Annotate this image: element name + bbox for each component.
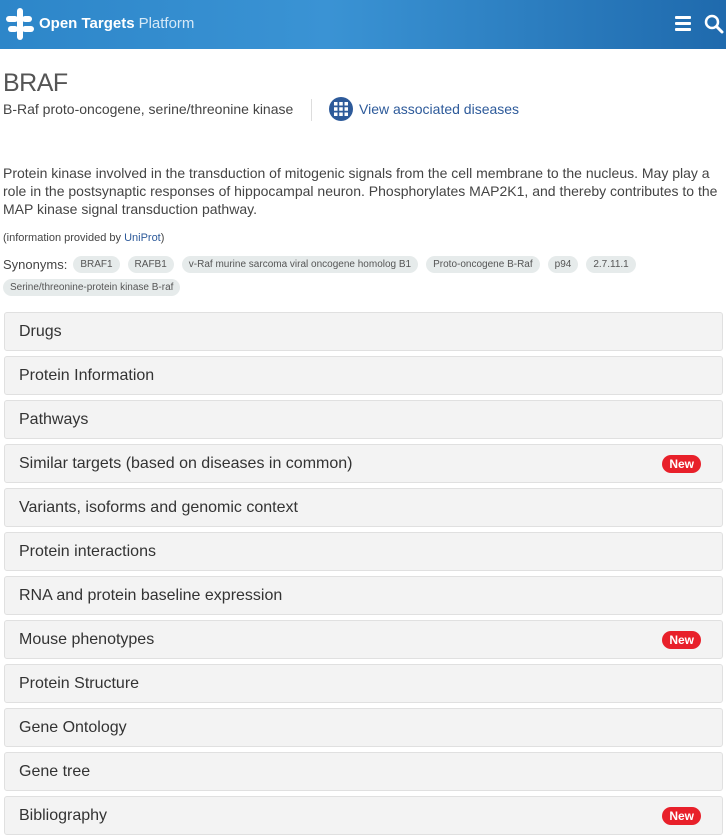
uniprot-link[interactable]: UniProt <box>124 232 161 244</box>
synonym-chip: v-Raf murine sarcoma viral oncogene homolog B1 <box>182 256 418 273</box>
section-mouse-phenotypes[interactable] <box>4 620 723 659</box>
source-prefix: (information provided by <box>3 232 125 244</box>
synonym-chip: p94 <box>548 256 579 273</box>
synonym-chip: BRAF1 <box>73 256 119 273</box>
page-title: BRAF <box>3 69 68 97</box>
section-label: Protein interactions <box>19 542 156 560</box>
section-protein-interactions[interactable] <box>4 532 723 571</box>
section-label: Variants, isoforms and genomic context <box>19 498 298 516</box>
brand-name[interactable] <box>39 15 194 32</box>
target-description: Protein kinase involved in the transduction of mitogenic signals from the cell membrane to the nucleus. May play a role in the postsynaptic responses of hippocampal neuron. Phosphorylates MAP2K1, and thereby contributes to the MAP kinase signal transduction pathway. <box>3 165 718 217</box>
new-badge: New <box>662 807 701 825</box>
section-pathways[interactable] <box>4 400 723 439</box>
section-label: Protein Structure <box>19 674 140 692</box>
synonym-chip: 2.7.11.1 <box>586 256 635 273</box>
section-label: Bibliography <box>19 806 108 824</box>
section-label: Drugs <box>19 322 62 340</box>
open-targets-logo-icon[interactable] <box>4 8 36 40</box>
new-badge: New <box>662 455 701 473</box>
search-icon[interactable] <box>704 14 724 34</box>
section-label: Protein Information <box>19 366 155 384</box>
section-label: Pathways <box>19 410 89 428</box>
source-suffix: ) <box>160 232 165 244</box>
synonym-chip: Proto-oncogene B-Raf <box>426 256 540 273</box>
section-protein-information[interactable] <box>4 356 723 395</box>
new-badge: New <box>662 631 701 649</box>
section-baseline-expression[interactable] <box>4 576 723 615</box>
target-full-name: B-Raf proto-oncogene, serine/threonine kinase <box>3 101 294 117</box>
section-label: RNA and protein baseline expression <box>19 586 283 604</box>
hamburger-icon[interactable] <box>675 16 691 32</box>
section-variants[interactable] <box>4 488 723 527</box>
synonyms-list <box>3 256 723 296</box>
section-label: Similar targets (based on diseases in common) <box>19 454 353 472</box>
top-navbar <box>0 0 726 49</box>
section-bibliography[interactable] <box>4 796 723 835</box>
synonym-chip: RAFB1 <box>128 256 174 273</box>
view-associated-diseases-label: View associated diseases <box>359 101 520 117</box>
brand-sub: Platform <box>138 15 195 32</box>
section-label: Gene tree <box>19 762 91 780</box>
synonyms-label: Synonyms: <box>3 257 68 272</box>
section-drugs[interactable] <box>4 312 723 351</box>
section-label: Mouse phenotypes <box>19 630 155 648</box>
grid-icon <box>329 97 353 121</box>
section-similar-targets[interactable] <box>4 444 723 483</box>
section-label: Gene Ontology <box>19 718 127 736</box>
divider <box>311 99 312 121</box>
view-associated-diseases-link[interactable] <box>329 97 519 121</box>
source-attribution <box>3 232 164 244</box>
synonym-chip: Serine/threonine-protein kinase B-raf <box>3 279 180 296</box>
brand-main: Open Targets <box>39 15 135 32</box>
section-accordion <box>4 312 723 840</box>
section-protein-structure[interactable] <box>4 664 723 703</box>
section-gene-tree[interactable] <box>4 752 723 791</box>
section-gene-ontology[interactable] <box>4 708 723 747</box>
